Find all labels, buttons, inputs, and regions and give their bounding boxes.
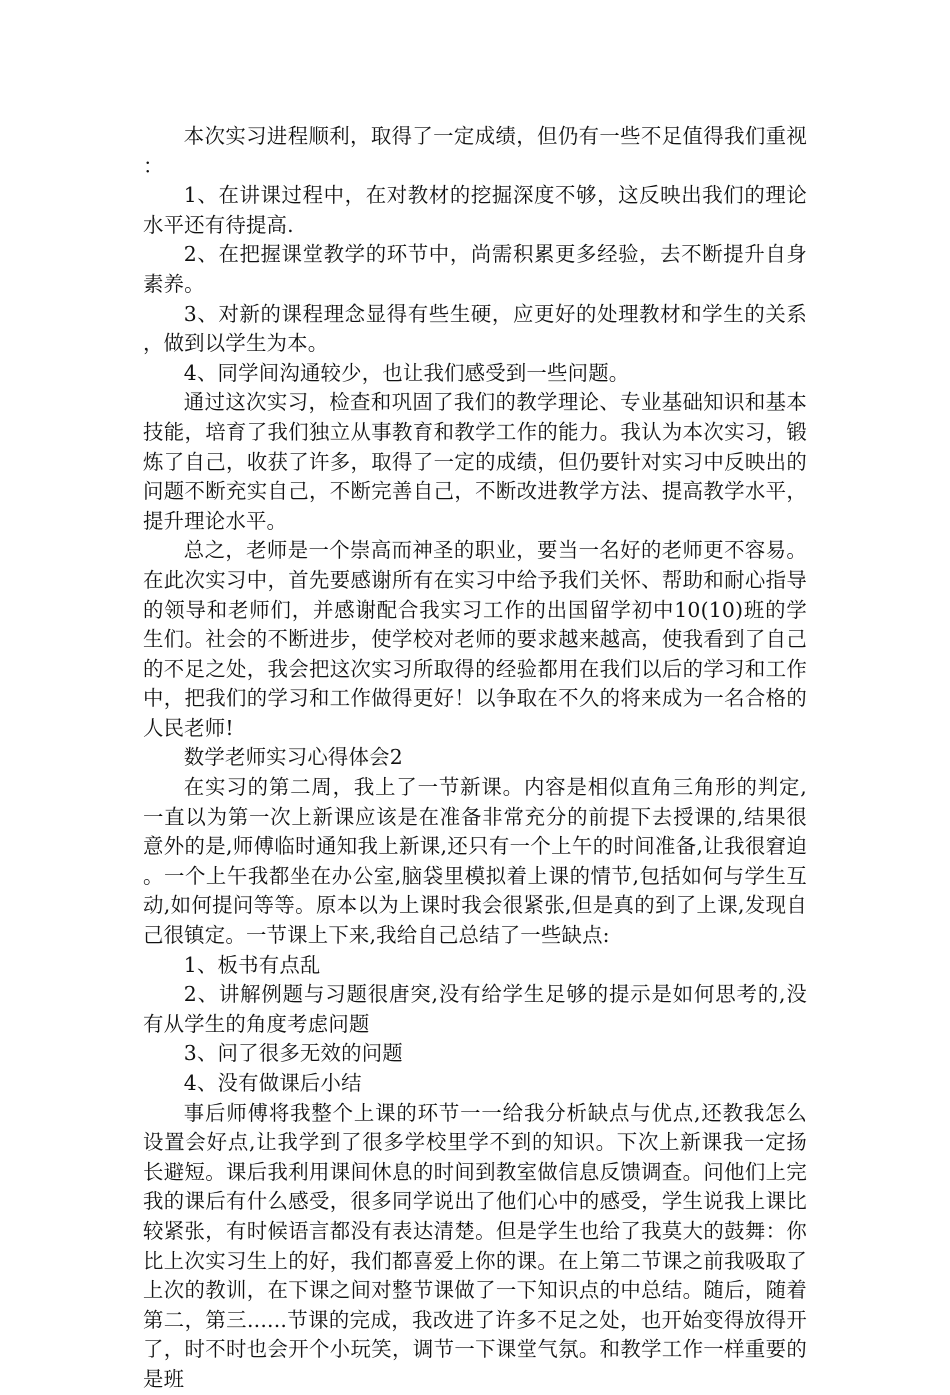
paragraph: 本次实习进程顺利，取得了一定成绩，但仍有一些不足值得我们重视： (143, 124, 807, 178)
section-heading: 数学老师实习心得体会2 (183, 745, 403, 770)
paragraph: 2、在把握课堂教学的环节中，尚需积累更多经验，去不断提升自身素养。 (143, 242, 807, 296)
document-body (143, 122, 807, 1395)
paragraph: 4、没有做课后小结 (183, 1071, 362, 1095)
paragraph: 4、同学间沟通较少，也让我们感受到一些问题。 (183, 360, 630, 385)
paragraph: 1、在讲课过程中，在对教材的挖掘深度不够，这反映出我们的理论水平还有待提高. (143, 183, 807, 237)
paragraph: 在实习的第二周，我上了一节新课。内容是相似直角三角形的判定,一直以为第一次上新课应该是在准备非常充分的前提下去授课的,结果很意外的是,师傅临时通知我上新课,还只有一个上午的时间准备,让我很窘迫。一个上午我都坐在办公室,脑袋里模拟着上课的情节,包括如何与学生互动,如何提问等等。原本以为上课时我会很紧张,但是真的到了上课,发现自己很镇定。一节课上下来,我给自己总结了一些缺点: (143, 775, 807, 948)
paragraph: 2、讲解例题与习题很唐突,没有给学生足够的提示是如何思考的,没有从学生的角度考虑问题 (143, 982, 807, 1036)
paragraph: 1、板书有点乱 (183, 952, 321, 977)
paragraph: 通过这次实习，检查和巩固了我们的教学理论、专业基础知识和基本技能，培育了我们独立从事教育和教学工作的能力。我认为本次实习，锻炼了自己，收获了许多，取得了一定的成绩，但仍要针对实习中反映出的问题不断充实自己，不断完善自己，不断改进教学方法、提高教学水平，提升理论水平。 (143, 390, 807, 533)
paragraph: 3、对新的课程理念显得有些生硬，应更好的处理教材和学生的关系，做到以学生为本。 (143, 301, 807, 356)
paragraph: 事后师傅将我整个上课的环节一一给我分析缺点与优点,还教我怎么设置会好点,让我学到了很多学校里学不到的知识。下次上新课我一定扬长避短。课后我利用课间休息的时间到教室做信息反馈调查。问他们上完我的课后有什么感受，很多同学说出了他们心中的感受，学生说我上课比较紧张，有时候语言都没有表达清楚。但是学生也给了我莫大的鼓舞：你比上次实习生上的好，我们都喜爱上你的课。在上第二节课之前我吸取了上次的教训，在下课之间对整节课做了一下知识点的中总结。随后，随着第二，第三......节课的完成，我改进了许多不足之处，也开始变得放得开了，时不时也会开个小玩笑，调节一下课堂气氛。和教学工作一样重要的是班 (143, 1100, 807, 1391)
paragraph: 总之，老师是一个崇高而神圣的职业，要当一名好的老师更不容易。在此次实习中，首先要感谢所有在实习中给予我们关怀、帮助和耐心指导的领导和老师们，并感谢配合我实习工作的出国留学初中10(10)班的学生们。社会的不断进步，使学校对老师的要求越来越高，使我看到了自己的不足之处，我会把这次实习所取得的经验都用在我们以后的学习和工作中，把我们的学习和工作做得更好！以争取在不久的将来成为一名合格的人民老师! (143, 538, 807, 740)
paragraph: 3、问了很多无效的问题 (183, 1041, 403, 1066)
